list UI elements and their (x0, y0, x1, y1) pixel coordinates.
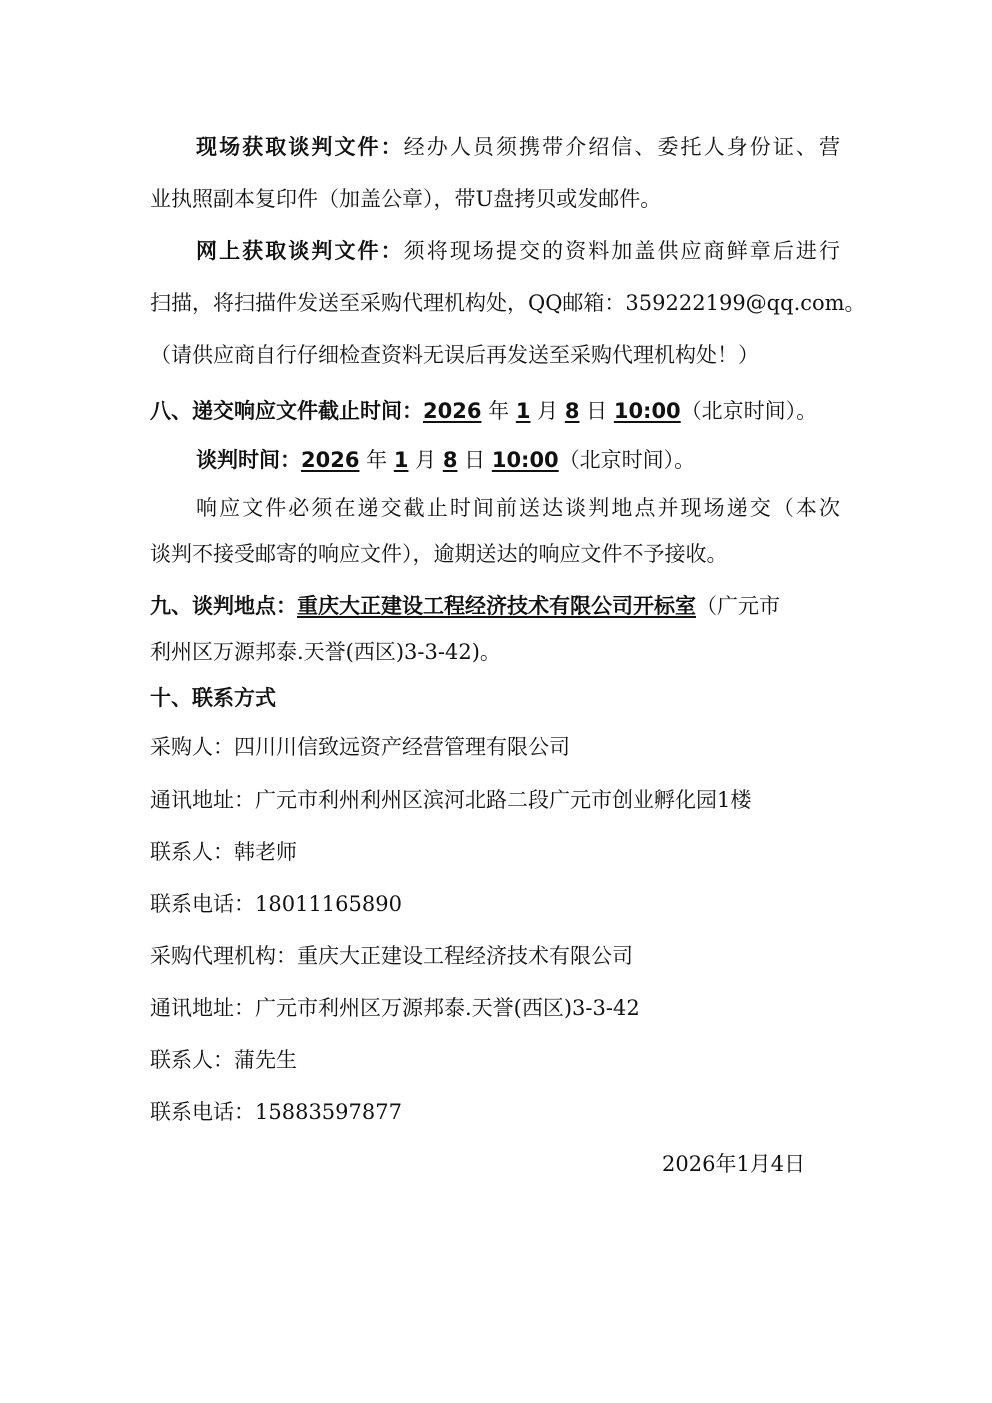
section10-heading: 十、联系方式 (150, 686, 276, 710)
negotiation-day: 8 (442, 448, 458, 472)
negotiation-year: 2026 (301, 448, 360, 472)
negotiation-day-unit: 日 (464, 448, 486, 472)
online-paragraph-line1 (196, 237, 840, 265)
onsite-label: 现场获取谈判文件： (196, 135, 404, 159)
deadline-time: 10:00 (613, 399, 681, 423)
document-date: 2026年1月4日 (662, 1152, 806, 1176)
location-place: 重庆大正建设工程经济技术有限公司开标室 (297, 594, 696, 618)
online-label: 网上获取谈判文件： (196, 239, 404, 263)
deadline-year-unit: 年 (488, 399, 510, 423)
purchaser-phone: 联系电话：18011165890 (150, 892, 402, 916)
purchaser-contact: 联系人：韩老师 (150, 840, 297, 864)
deadline-month: 1 (515, 399, 531, 423)
online-note: （请供应商自行仔细检查资料无误后再发送至采购代理机构处！） (150, 343, 759, 367)
online-text1: 须将现场提交的资料加盖供应商鲜章后进行 (403, 239, 841, 263)
deadline-day: 8 (564, 399, 580, 423)
negotiation-month-unit: 月 (415, 448, 437, 472)
negotiation-time-line (196, 446, 695, 474)
deadline-year: 2026 (423, 399, 482, 423)
deadline-line (150, 397, 817, 425)
negotiation-year-unit: 年 (366, 448, 388, 472)
section8-heading: 八、递交响应文件截止时间： (150, 399, 423, 423)
deadline-month-unit: 月 (537, 399, 559, 423)
purchaser-name: 采购人：四川川信致远资产经营管理有限公司 (150, 735, 570, 759)
negotiation-month: 1 (393, 448, 409, 472)
onsite-paragraph-line1 (196, 133, 840, 161)
purchaser-address: 通讯地址：广元市利州利州区滨河北路二段广元市创业孵化园1楼 (150, 788, 752, 812)
location-line (150, 592, 780, 620)
negotiation-time: 10:00 (491, 448, 559, 472)
section9-heading: 九、谈判地点： (150, 594, 297, 618)
location-addr1: （广元市 (696, 594, 780, 618)
online-text2: 扫描，将扫描件发送至采购代理机构处，QQ邮箱：359222199@qq.com。 (150, 291, 866, 315)
agency-address: 通讯地址：广元市利州区万源邦泰.天誉(西区)3-3-42 (150, 996, 640, 1020)
deadline-suffix: （北京时间）。 (680, 399, 818, 423)
agency-contact: 联系人：蒲先生 (150, 1048, 297, 1072)
response-para-line2: 谈判不接受邮寄的响应文件），逾期送达的响应文件不予接收。 (150, 542, 728, 566)
agency-phone: 联系电话：15883597877 (150, 1100, 402, 1124)
response-para-line1: 响应文件必须在递交截止时间前送达谈判地点并现场递交（本次 (196, 496, 840, 520)
negotiation-time-label: 谈判时间： (196, 448, 301, 472)
onsite-text2: 业执照副本复印件（加盖公章），带U盘拷贝或发邮件。 (150, 187, 662, 211)
onsite-text1: 经办人员须携带介绍信、委托人身份证、营 (403, 135, 841, 159)
negotiation-suffix: （北京时间）。 (558, 448, 696, 472)
agency-name: 采购代理机构：重庆大正建设工程经济技术有限公司 (150, 944, 633, 968)
deadline-day-unit: 日 (586, 399, 608, 423)
location-addr2: 利州区万源邦泰.天誉(西区)3-3-42)。 (150, 640, 501, 664)
